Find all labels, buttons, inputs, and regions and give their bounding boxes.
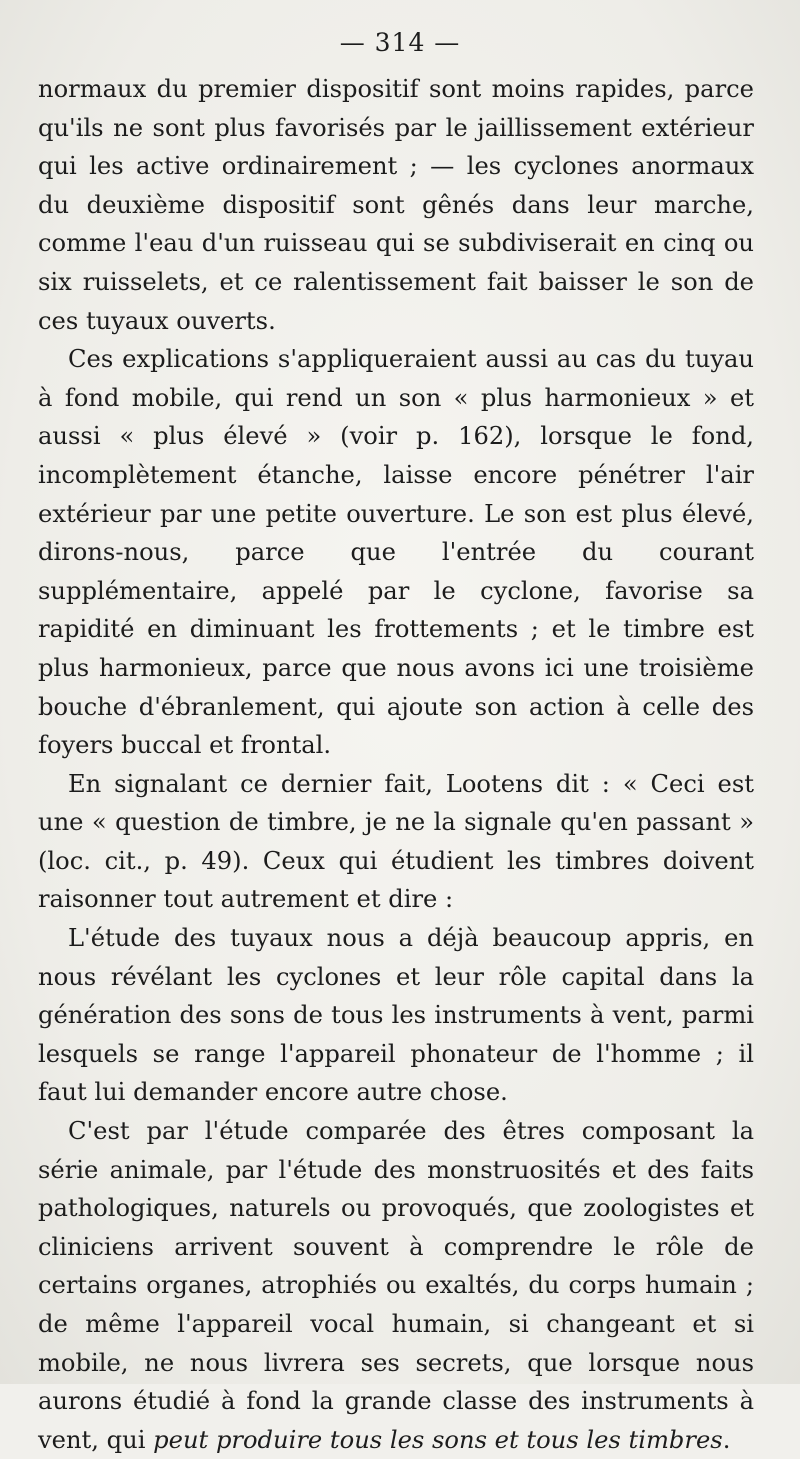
paragraph-5-text: C'est par l'étude comparée des êtres composant la série animale, par l'étude des monstruosités et des faits pathologiques, naturels ou provoqués, que zoologistes et cliniciens arrivent souvent à comprendre le rôle de certains organes, atrophiés ou exaltés, du corps humain ; de même l'appareil vocal humain, si changeant et si mobile, ne nous livrera ses secrets, que lorsque nous aurons étudié à fond la grande classe des instruments à vent, qui [38,1117,754,1454]
page-number: — 314 — [339,28,461,57]
body-text [38,70,754,1459]
paragraph-4: L'étude des tuyaux nous a déjà beaucoup appris, en nous révélant les cyclones et leur rôle capital dans la génération des sons de tous les instruments à vent, parmi lesquels se range l'appareil phonateur de l'homme ; il faut lui demander encore autre chose. [38,924,754,1107]
paragraph-2: Ces explications s'appliqueraient aussi au cas du tuyau à fond mobile, qui rend un son « plus harmonieux » et aussi « plus élevé » (voir p. 162), lorsque le fond, incomplètement étanche, laisse encore pénétrer l'air extérieur par une petite ouverture. Le son est plus élevé, dirons-nous, parce que l'entrée du courant supplémentaire, appelé par le cyclone, favorise sa rapidité en diminuant les frottements ; et le timbre est plus harmonieux, parce que nous avons ici une troisième bouche d'ébranlement, qui ajoute son action à celle des foyers buccal et frontal. [38,345,754,760]
paragraph-5-end: . [722,1425,731,1454]
paragraph-3: En signalant ce dernier fait, Lootens dit : « Ceci est une « question de timbre, je ne la signale qu'en passant » (loc. cit., p. 49). Ceux qui étudient les timbres doivent raisonner tout autrement et dire : [38,769,754,914]
paragraph-5 [38,1112,754,1459]
paragraph-1: normaux du premier dispositif sont moins rapides, parce qu'ils ne sont plus favorisés par le jaillissement extérieur qui les active ordinairement ; — les cyclones anormaux du deuxième dispositif sont gênés dans leur marche, comme l'eau d'un ruisseau qui se subdiviserait en cinq ou six ruisselets, et ce ralentissement fait baisser le son de ces tuyaux ouverts. [38,75,754,335]
paragraph-5-italic: peut produire tous les sons et tous les timbres [153,1425,723,1454]
